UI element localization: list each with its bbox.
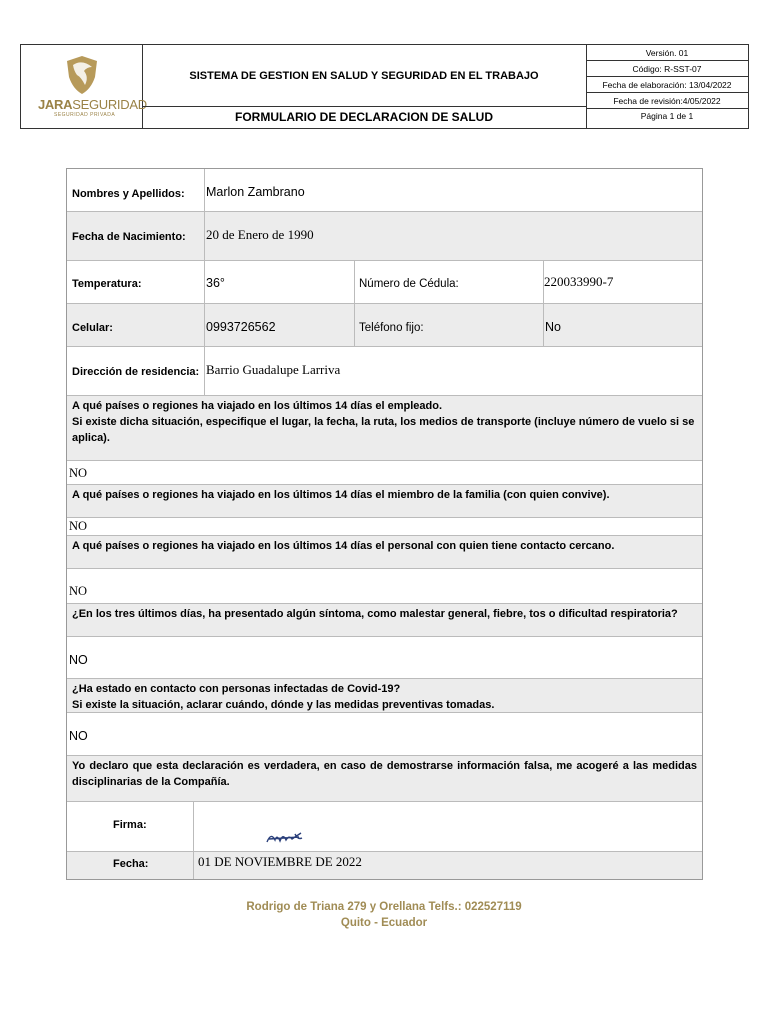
declaration-text: Yo declaro que esta declaración es verdadera, en caso de demostrarse información falsa, me acogeré a las medidas disciplinarias de la Compañía. [72, 760, 697, 788]
answer-value: NO [69, 584, 88, 598]
question-text: Si existe la situación, aclarar cuándo, dónde y las medidas preventivas tomadas. [72, 699, 495, 711]
temperature-value: 36° [206, 276, 225, 290]
answer-row [67, 461, 702, 485]
answer-value: NO [69, 519, 88, 533]
names-label: Nombres y Apellidos: [72, 188, 185, 200]
temperature-label: Temperatura: [72, 278, 142, 290]
answer-value: NO [69, 653, 88, 667]
signature-row [67, 802, 702, 852]
cell-value: 0993726562 [206, 320, 276, 334]
logo-tagline: SEGURIDAD PRIVADA [54, 112, 116, 118]
question-text: ¿En los tres últimos días, ha presentado algún síntoma, como malestar general, fiebre, tos o dificultad respiratoria? [72, 608, 678, 620]
elaboration-date: Fecha de elaboración: 13/04/2022 [586, 77, 748, 93]
eagle-shield-icon [65, 55, 99, 95]
cell-label: Celular: [72, 322, 113, 334]
form-title: FORMULARIO DE DECLARACION DE SALUD [142, 106, 587, 128]
address-label: Dirección de residencia: [72, 366, 200, 378]
date-label: Fecha: [113, 858, 149, 870]
question-travel-family [67, 485, 702, 518]
question-text: A qué países o regiones ha viajado en los últimos 14 días el miembro de la familia (con quien convive). [72, 489, 610, 501]
id-number-value: 220033990-7 [544, 274, 614, 289]
answer-row [67, 637, 702, 679]
birth-label: Fecha de Nacimiento: [72, 231, 186, 243]
birth-value: 20 de Enero de 1990 [206, 227, 314, 242]
names-row [67, 169, 702, 212]
id-number-label: Número de Cédula: [359, 278, 459, 290]
address-row [67, 347, 702, 396]
logo-wordmark: JARASEGURIDAD [38, 97, 147, 112]
version: Versión. 01 [586, 45, 748, 61]
landline-label: Teléfono fijo: [359, 322, 424, 334]
answer-row [67, 518, 702, 536]
question-symptoms [67, 604, 702, 637]
answer-row [67, 713, 702, 756]
address-value: Barrio Guadalupe Larriva [206, 362, 341, 377]
question-text: Si existe dicha situación, especifique el lugar, la fecha, la ruta, los medios de transporte (incluye número de vuelo si se aplica). [72, 416, 695, 444]
page-number: Página 1 de 1 [640, 111, 694, 121]
footer-address: Rodrigo de Triana 279 y Orellana Telfs.: 022527119 [246, 901, 522, 913]
handwritten-signature [265, 830, 305, 846]
logo [21, 45, 147, 128]
footer-city: Quito - Ecuador [340, 917, 428, 929]
health-declaration-form [66, 168, 703, 880]
date-value: 01 DE NOVIEMBRE DE 2022 [198, 854, 362, 869]
question-text: ¿Ha estado en contacto con personas infectadas de Covid-19? [72, 683, 401, 695]
answer-value: NO [69, 729, 88, 743]
answer-value: NO [69, 466, 88, 480]
question-text: A qué países o regiones ha viajado en los últimos 14 días el personal con quien tiene contacto cercano. [72, 540, 615, 552]
birth-row [67, 212, 702, 261]
cell-row [67, 304, 702, 347]
revision-date: Fecha de revisión:4/05/2022 [586, 93, 748, 109]
question-covid-contact [67, 679, 702, 713]
system-title: SISTEMA DE GESTION EN SALUD Y SEGURIDAD EN EL TRABAJO [142, 45, 587, 107]
landline-value: No [545, 320, 561, 334]
question-travel-contact [67, 536, 702, 569]
answer-row [67, 569, 702, 604]
code: Código: R-SST-07 [586, 61, 748, 77]
document-header [20, 44, 749, 129]
date-row [67, 852, 702, 879]
document-meta [586, 45, 748, 128]
question-text: A qué países o regiones ha viajado en los últimos 14 días el empleado. [72, 400, 443, 412]
signature-label: Firma: [113, 819, 147, 831]
declaration [67, 756, 702, 802]
names-value: Marlon Zambrano [206, 185, 305, 199]
temperature-row [67, 261, 702, 304]
question-travel-employee [67, 396, 702, 461]
